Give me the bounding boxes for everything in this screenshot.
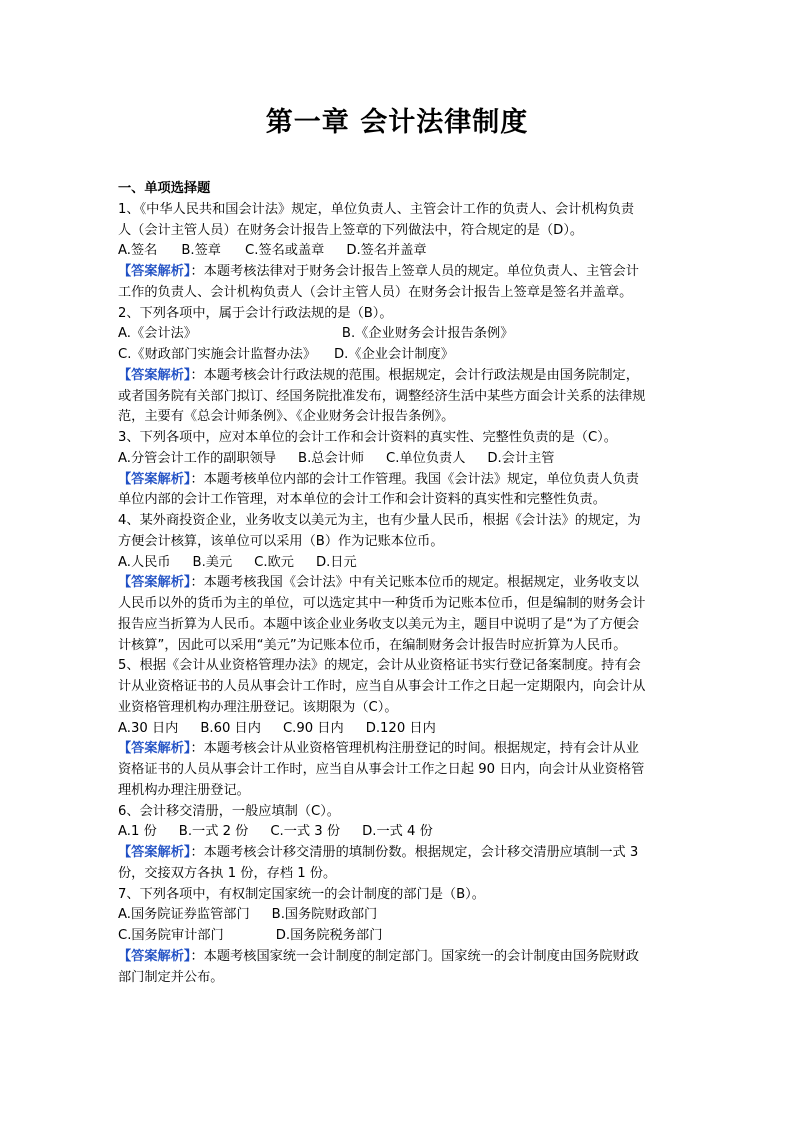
- stem-line: 6、会计移交清册，一般应填制（C）。: [118, 803, 340, 819]
- options-row: [118, 926, 680, 947]
- answer-line: [118, 573, 680, 594]
- question-item: [118, 428, 680, 511]
- question-list: [118, 179, 680, 988]
- answer-tag: 【答案解析】: [118, 948, 191, 964]
- options-row: [118, 905, 680, 926]
- answer-line: [118, 366, 680, 387]
- option-text: B.美元: [192, 554, 233, 570]
- option-text: C.一式 3 份: [270, 824, 341, 840]
- question-item: [118, 304, 680, 429]
- answer-line: 资格证书的人员从事会计工作时，应当自从事会计工作之日起 90 日内，向会计从业资格管: [118, 762, 645, 777]
- question-item: [118, 200, 680, 304]
- answer-text: ：本题考核会计移交清册的填制份数。根据规定，会计移交清册应填制一式 3: [190, 845, 639, 860]
- stem-line: 3、下列各项中，应对本单位的会计工作和会计资料的真实性、完整性负责的是（C）。: [118, 430, 617, 445]
- answer-tag: 【答案解析】: [118, 264, 191, 279]
- option-text: A.1 份: [118, 824, 157, 840]
- answer-text: ：本题考核法律对于财务会计报告上签章人员的规定。单位负责人、主管会计: [190, 264, 639, 279]
- answer-tag: 【答案解析】: [118, 741, 191, 757]
- option-text: C.单位负责人: [386, 450, 466, 466]
- question-stem: [118, 885, 680, 906]
- option-text: B.签章: [181, 243, 221, 259]
- stem-line: 计从业资格证书的人员从事会计工作时，应当自从事会计工作之日起一定期限内，向会计从: [118, 679, 646, 694]
- option-text: B.60 日内: [200, 720, 261, 736]
- answer-line: [118, 262, 680, 283]
- chapter-title: 第一章 会计法律制度: [265, 107, 529, 138]
- stem-line: 4、某外商投资企业，业务收支以美元为主，也有少量人民币，根据《会计法》的规定，为: [118, 513, 641, 528]
- options-row: [118, 345, 680, 366]
- options-row: [118, 324, 680, 345]
- option-text: D.签名并盖章: [346, 243, 427, 259]
- option-text: A.30 日内: [118, 720, 179, 736]
- answer-explanation: [118, 573, 680, 656]
- answer-explanation: [118, 947, 680, 989]
- answer-line: 人民币以外的货币为主的单位，可以选定其中一种货币为记账本位币，但是编制的财务会计: [118, 596, 646, 611]
- stem-line: 5、根据《会计从业资格管理办法》的规定，会计从业资格证书实行登记备案制度。持有会: [118, 658, 641, 674]
- option-text: A.签名: [118, 243, 158, 259]
- answer-line: 计核算”，因此可以采用“美元”为记账本位币，在编制财务会计报告时应折算为人民币。: [118, 637, 627, 653]
- answer-text: ：本题考核会计行政法规的范围。根据规定，会计行政法规是由国务院制定，: [190, 367, 639, 383]
- option-text: D.日元: [315, 554, 357, 570]
- questions-container: [118, 200, 680, 989]
- answer-line: [118, 947, 680, 968]
- option-text: C.《财政部门实施会计监督办法》: [118, 347, 317, 362]
- question-stem: [118, 200, 680, 242]
- answer-tag: 【答案解析】: [118, 575, 191, 591]
- option-text: C.国务院审计部门: [118, 928, 224, 943]
- option-text: A.人民币: [118, 554, 171, 570]
- question-stem: [118, 802, 680, 823]
- option-text: C.签名或盖章: [244, 243, 325, 259]
- answer-explanation: [118, 262, 680, 304]
- answer-line: 或者国务院有关部门拟订、经国务院批准发布，调整经济生活中某些方面会计关系的法律规: [118, 388, 646, 404]
- question-item: [118, 802, 680, 885]
- answer-explanation: [118, 739, 680, 801]
- option-text: C.90 日内: [282, 720, 344, 736]
- option-text: D.一式 4 份: [362, 824, 433, 840]
- options-row: [118, 241, 680, 262]
- answer-explanation: [118, 366, 680, 428]
- answer-explanation: [118, 470, 680, 512]
- stem-line: 方便会计核算，该单位可以采用（B）作为记账本位币。: [118, 533, 444, 549]
- question-stem: [118, 428, 680, 449]
- answer-line: [118, 739, 680, 760]
- option-text: B.总会计师: [298, 450, 365, 466]
- answer-explanation: [118, 843, 680, 885]
- option-text: D.国务院税务部门: [275, 928, 383, 943]
- stem-line: 业资格管理机构办理注册登记。该期限为（C）。: [118, 699, 398, 715]
- answer-text: ：本题考核我国《会计法》中有关记账本位币的规定。根据规定，业务收支以: [190, 575, 639, 591]
- question-item: [118, 885, 680, 989]
- answer-line: 范，主要有《总会计师条例》、《企业财务会计报告条例》。: [118, 409, 455, 425]
- question-stem: [118, 304, 680, 325]
- option-text: B.一式 2 份: [178, 824, 249, 840]
- question-item: [118, 511, 680, 656]
- answer-line: 报告应当折算为人民币。本题中该企业业务收支以美元为主，题目中说明了是“为了方便会: [118, 616, 640, 632]
- answer-line: [118, 843, 680, 864]
- answer-text: ：本题考核国家统一会计制度的制定部门。国家统一的会计制度由国务院财政: [190, 948, 639, 964]
- answer-line: 单位内部的会计工作管理，对本单位的会计工作和会计资料的真实性和完整性负责。: [118, 492, 606, 508]
- option-text: C.欧元: [254, 554, 294, 570]
- section-heading: 一、单项选择题: [118, 181, 211, 196]
- stem-line: 人（会计主管人员）在财务会计报告上签章的下列做法中，符合规定的是（D）。: [118, 222, 584, 238]
- answer-line: 理机构办理注册登记。: [118, 782, 250, 798]
- answer-tag: 【答案解析】: [118, 367, 191, 383]
- option-text: D.会计主管: [487, 450, 555, 466]
- options-row: [118, 553, 680, 574]
- option-text: B.国务院财政部门: [271, 907, 378, 923]
- stem-line: 2、下列各项中，属于会计行政法规的是（B）。: [118, 305, 393, 321]
- option-text: A.分管会计工作的副职领导: [118, 450, 277, 466]
- answer-text: ：本题考核会计从业资格管理机构注册登记的时间。根据规定，持有会计从业: [190, 741, 639, 757]
- stem-line: 7、下列各项中，有权制定国家统一的会计制度的部门是（B）。: [118, 886, 485, 902]
- question-item: [118, 656, 680, 801]
- options-row: [118, 822, 680, 843]
- question-stem: [118, 656, 680, 718]
- option-text: B.《企业财务会计报告条例》: [341, 326, 514, 342]
- stem-line: 1、《中华人民共和国会计法》规定，单位负责人、主管会计工作的负责人、会计机构负责: [118, 201, 635, 217]
- option-text: D.120 日内: [365, 720, 436, 736]
- answer-tag: 【答案解析】: [118, 471, 191, 487]
- options-row: [118, 449, 680, 470]
- question-stem: [118, 511, 680, 553]
- answer-line: 工作的负责人、会计机构负责人（会计主管人员）在财务会计报告上签章是签名并盖章。: [118, 284, 633, 300]
- answer-line: 部门制定并公布。: [118, 969, 224, 985]
- answer-line: 份，交接双方各执 1 份，存档 1 份。: [118, 865, 337, 881]
- answer-text: ：本题考核单位内部的会计工作管理。我国《会计法》规定，单位负责人负责: [190, 471, 639, 487]
- answer-line: [118, 470, 680, 491]
- answer-tag: 【答案解析】: [118, 845, 191, 860]
- option-text: A.《会计法》: [118, 326, 197, 342]
- option-text: A.国务院证券监管部门: [118, 907, 250, 923]
- option-text: D.《企业会计制度》: [334, 347, 454, 362]
- options-row: [118, 719, 680, 740]
